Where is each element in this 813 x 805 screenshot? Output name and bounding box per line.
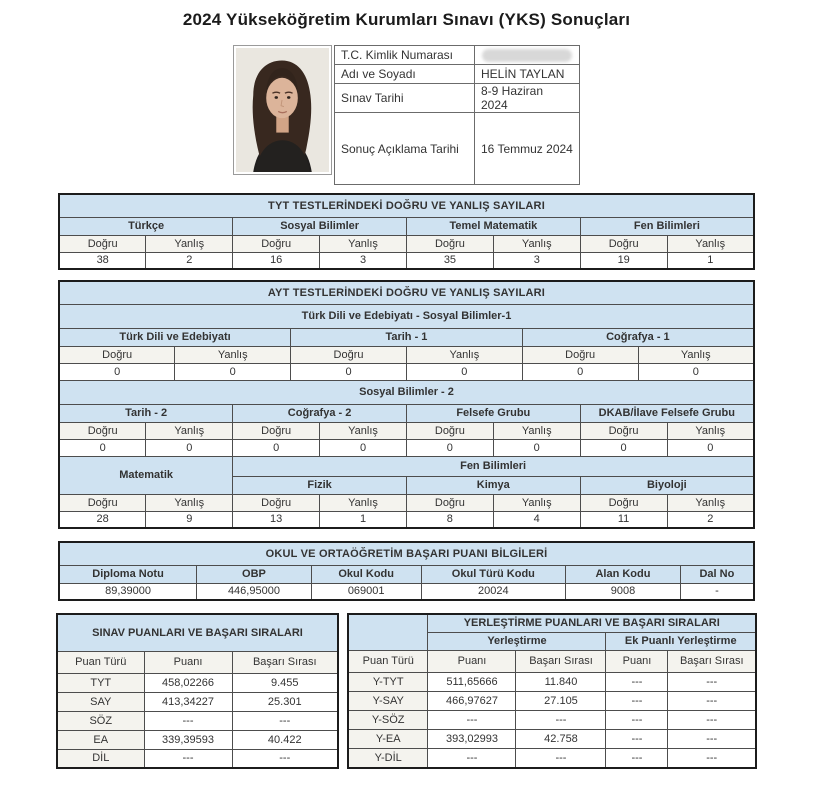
portrait-illustration: [236, 48, 329, 172]
subject-header: Tarih - 1: [291, 328, 523, 346]
dogru-value: 0: [522, 363, 638, 380]
cell-value: 069001: [311, 583, 421, 600]
yanlis-value: 9: [146, 511, 233, 528]
score-value: ---: [428, 711, 516, 730]
row-label: Y-SÖZ: [348, 711, 428, 730]
dogru-header: Doğru: [59, 346, 175, 363]
rank-value: 25.301: [232, 692, 338, 711]
obp-table: [58, 541, 755, 601]
row-label: Y-TYT: [348, 672, 428, 691]
score-value: 413,34227: [144, 692, 232, 711]
ek-score-value: ---: [606, 711, 668, 730]
subject-header-matematik: Matematik: [59, 456, 233, 494]
tyt-title: TYT TESTLERİNDEKİ DOĞRU VE YANLIŞ SAYILARI: [59, 194, 754, 217]
dogru-header: Doğru: [233, 422, 320, 439]
column-header: Okul Türü Kodu: [421, 565, 566, 583]
yanlis-header: Yanlış: [175, 346, 291, 363]
subject-header: Tarih - 2: [59, 404, 233, 422]
column-header: Başarı Sırası: [232, 651, 338, 673]
cell-value: 89,39000: [59, 583, 197, 600]
identity-label-id-number: T.C. Kimlik Numarası: [335, 46, 475, 65]
dogru-header: Doğru: [522, 346, 638, 363]
row-label: EA: [57, 730, 144, 749]
dogru-value: 0: [291, 363, 407, 380]
identity-table: [334, 45, 580, 185]
ek-rank-value: ---: [668, 730, 756, 749]
identity-value-exam-date: 8-9 Haziran 2024: [475, 84, 580, 113]
yanlis-value: 0: [667, 439, 754, 456]
cell-value: -: [680, 583, 754, 600]
identity-value-id-number: [475, 46, 580, 65]
yanlis-header: Yanlış: [667, 494, 754, 511]
subject-header: Fen Bilimleri: [580, 217, 754, 235]
subject-header: Coğrafya - 2: [233, 404, 407, 422]
yanlis-value: 0: [638, 363, 754, 380]
ek-score-value: ---: [606, 730, 668, 749]
score-value: ---: [428, 749, 516, 768]
yanlis-header: Yanlış: [146, 494, 233, 511]
column-header: Başarı Sırası: [668, 650, 756, 672]
rank-value: ---: [232, 711, 338, 730]
dogru-value: 38: [59, 252, 146, 269]
yanlis-header: Yanlış: [146, 422, 233, 439]
subject-header: Biyoloji: [580, 476, 754, 494]
dogru-header: Doğru: [406, 422, 493, 439]
subject-header: Kimya: [406, 476, 580, 494]
placement-scores-title: YERLEŞTİRME PUANLARI VE BAŞARI SIRALARI: [428, 614, 756, 632]
yanlis-value: 1: [667, 252, 754, 269]
rank-value: ---: [232, 749, 338, 768]
exam-scores-title: SINAV PUANLARI VE BAŞARI SIRALARI: [57, 614, 338, 651]
dogru-value: 28: [59, 511, 146, 528]
score-value: 458,02266: [144, 673, 232, 692]
subject-header: Temel Matematik: [407, 217, 581, 235]
yanlis-header: Yanlış: [320, 494, 407, 511]
dogru-value: 16: [233, 252, 320, 269]
score-value: ---: [144, 711, 232, 730]
column-header: Puanı: [606, 650, 668, 672]
placement-scores-table: [347, 613, 757, 769]
ayt-section1-title: Türk Dili ve Edebiyatı - Sosyal Bilimler-1: [59, 304, 754, 328]
column-header: OBP: [197, 565, 312, 583]
dogru-header: Doğru: [59, 235, 146, 252]
rank-value: ---: [516, 749, 606, 768]
subject-header: DKAB/İlave Felsefe Grubu: [580, 404, 754, 422]
column-header: Puan Türü: [348, 650, 428, 672]
dogru-header: Doğru: [59, 422, 146, 439]
identity-label-name: Adı ve Soyadı: [335, 65, 475, 84]
group-header-yerlestirme: Yerleştirme: [428, 632, 606, 650]
dogru-header: Doğru: [59, 494, 146, 511]
results-document: [0, 10, 813, 805]
column-header: Dal No: [680, 565, 754, 583]
redacted-id-number: [482, 49, 572, 62]
scores-section: [56, 613, 757, 769]
dogru-value: 0: [406, 439, 493, 456]
dogru-value: 19: [580, 252, 667, 269]
exam-scores-table: [56, 613, 339, 769]
rank-value: 11.840: [516, 672, 606, 691]
obp-title: OKUL VE ORTAÖĞRETİM BAŞARI PUANI BİLGİLERİ: [59, 542, 754, 565]
dogru-header: Doğru: [580, 422, 667, 439]
yanlis-value: 3: [493, 252, 580, 269]
group-header-ek-puanli: Ek Puanlı Yerleştirme: [606, 632, 756, 650]
subject-header: Felsefe Grubu: [406, 404, 580, 422]
row-label: SAY: [57, 692, 144, 711]
rank-value: 9.455: [232, 673, 338, 692]
dogru-value: 0: [59, 439, 146, 456]
yanlis-value: 0: [406, 363, 522, 380]
row-label: DİL: [57, 749, 144, 768]
column-header: Başarı Sırası: [516, 650, 606, 672]
yanlis-value: 0: [175, 363, 291, 380]
yanlis-header: Yanlış: [320, 235, 407, 252]
cell-value: 446,95000: [197, 583, 312, 600]
dogru-header: Doğru: [291, 346, 407, 363]
dogru-header: Doğru: [580, 494, 667, 511]
score-value: 393,02993: [428, 730, 516, 749]
ayt-title: AYT TESTLERİNDEKİ DOĞRU VE YANLIŞ SAYILARI: [59, 281, 754, 304]
yanlis-header: Yanlış: [406, 346, 522, 363]
row-label: SÖZ: [57, 711, 144, 730]
identity-value-name: HELİN TAYLAN: [475, 65, 580, 84]
dogru-value: 0: [580, 439, 667, 456]
score-value: 511,65666: [428, 672, 516, 691]
subject-header: Sosyal Bilimler: [233, 217, 407, 235]
yanlis-header: Yanlış: [493, 422, 580, 439]
candidate-photo: [233, 45, 332, 175]
yanlis-value: 3: [320, 252, 407, 269]
rank-value: 42.758: [516, 730, 606, 749]
column-header: Alan Kodu: [566, 565, 681, 583]
row-label: Y-DİL: [348, 749, 428, 768]
identity-value-result-date: 16 Temmuz 2024: [475, 113, 580, 185]
dogru-value: 8: [406, 511, 493, 528]
dogru-header: Doğru: [580, 235, 667, 252]
ayt-section2-title: Sosyal Bilimler - 2: [59, 380, 754, 404]
rank-value: 40.422: [232, 730, 338, 749]
ek-rank-value: ---: [668, 672, 756, 691]
dogru-header: Doğru: [406, 494, 493, 511]
yanlis-value: 2: [667, 511, 754, 528]
ek-score-value: ---: [606, 672, 668, 691]
page-title: 2024 Yükseköğretim Kurumları Sınavı (YKS) Sonuçları: [182, 10, 631, 29]
score-value: 466,97627: [428, 691, 516, 710]
dogru-header: Doğru: [233, 494, 320, 511]
dogru-header: Doğru: [233, 235, 320, 252]
subject-header: Fizik: [233, 476, 407, 494]
cell-value: 9008: [566, 583, 681, 600]
yanlis-value: 0: [320, 439, 407, 456]
ek-score-value: ---: [606, 749, 668, 768]
rank-value: ---: [516, 711, 606, 730]
ek-rank-value: ---: [668, 691, 756, 710]
dogru-value: 13: [233, 511, 320, 528]
ek-rank-value: ---: [668, 749, 756, 768]
yanlis-header: Yanlış: [667, 235, 754, 252]
row-label: Y-EA: [348, 730, 428, 749]
ayt-table: [58, 280, 755, 529]
cell-value: 20024: [421, 583, 566, 600]
yanlis-header: Yanlış: [667, 422, 754, 439]
yanlis-header: Yanlış: [146, 235, 233, 252]
yanlis-value: 0: [146, 439, 233, 456]
yanlis-header: Yanlış: [493, 494, 580, 511]
identity-section: [0, 45, 813, 175]
column-header: Okul Kodu: [311, 565, 421, 583]
yanlis-value: 1: [320, 511, 407, 528]
rank-value: 27.105: [516, 691, 606, 710]
subject-header: Coğrafya - 1: [522, 328, 754, 346]
identity-label-result-date: Sonuç Açıklama Tarihi: [335, 113, 475, 185]
yanlis-header: Yanlış: [320, 422, 407, 439]
column-header: Puanı: [428, 650, 516, 672]
yanlis-value: 4: [493, 511, 580, 528]
yanlis-header: Yanlış: [493, 235, 580, 252]
row-label: Y-SAY: [348, 691, 428, 710]
subject-header: Türkçe: [59, 217, 233, 235]
row-label: TYT: [57, 673, 144, 692]
column-header: Puanı: [144, 651, 232, 673]
dogru-value: 0: [233, 439, 320, 456]
column-header: Puan Türü: [57, 651, 144, 673]
score-value: 339,39593: [144, 730, 232, 749]
subject-header: Türk Dili ve Edebiyatı: [59, 328, 291, 346]
dogru-value: 35: [407, 252, 494, 269]
yanlis-value: 2: [146, 252, 233, 269]
score-value: ---: [144, 749, 232, 768]
yanlis-header: Yanlış: [638, 346, 754, 363]
ayt-fen-title: Fen Bilimleri: [233, 456, 754, 476]
column-header: Diploma Notu: [59, 565, 197, 583]
dogru-value: 11: [580, 511, 667, 528]
yanlis-value: 0: [493, 439, 580, 456]
dogru-header: Doğru: [407, 235, 494, 252]
ek-score-value: ---: [606, 691, 668, 710]
tyt-table: [58, 193, 755, 270]
corner-cell: [348, 614, 428, 650]
dogru-value: 0: [59, 363, 175, 380]
identity-label-exam-date: Sınav Tarihi: [335, 84, 475, 113]
ek-rank-value: ---: [668, 711, 756, 730]
